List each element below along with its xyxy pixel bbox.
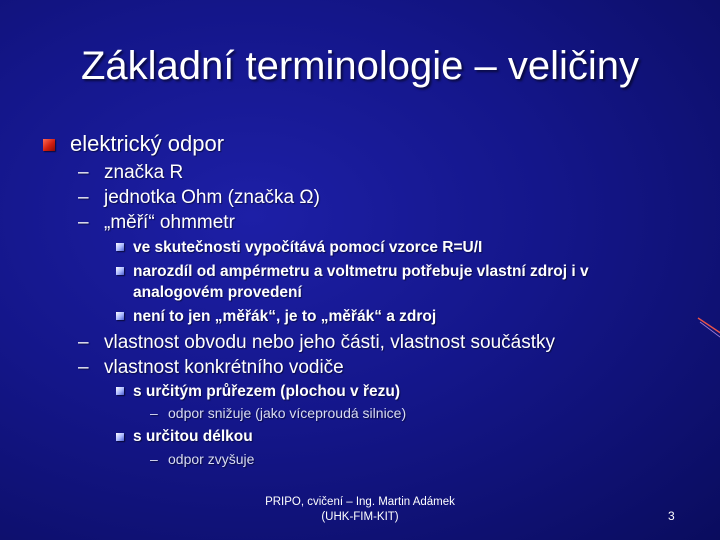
dash-marker: – [78, 187, 89, 208]
item-vlastnost-vodice: vlastnost konkrétního vodiče [104, 357, 344, 378]
page-number: 3 [668, 509, 675, 523]
item-jednotka: jednotka Ohm (značka Ω) [104, 187, 320, 208]
dash-marker: – [150, 451, 158, 467]
sub-delka: s určitou délkou [133, 428, 253, 445]
footer [200, 495, 520, 525]
small-square-bullet-icon [116, 243, 124, 251]
small-square-bullet-icon [116, 387, 124, 395]
item-meri: „měří“ ohmmetr [104, 212, 235, 233]
note-delka: odpor zvyšuje [168, 451, 255, 467]
item-znacka: značka R [104, 162, 184, 183]
red-square-bullet-icon [43, 139, 55, 151]
decorative-swoosh-icon [690, 300, 720, 360]
note-prurez: odpor snižuje (jako víceproudá silnice) [168, 405, 407, 421]
dash-marker: – [78, 357, 89, 378]
sub-prurez: s určitým průřezem (plochou v řezu) [133, 383, 400, 400]
sub-zdroj-line2: analogovém provedení [133, 284, 302, 301]
slide-title: Základní terminologie – veličiny [80, 44, 640, 88]
sub-vzorec: ve skutečnosti vypočítává pomocí vzorce R=U/I [133, 239, 483, 256]
sub-zdroj-line1: narozdíl od ampérmetru a voltmetru potřebuje vlastní zdroj i v [133, 263, 589, 280]
footer-institution: (UHK-FIM-KIT) [321, 511, 399, 523]
bullet-elektricky-odpor: elektrický odpor [70, 131, 225, 156]
item-vlastnost-obvodu: vlastnost obvodu nebo jeho části, vlastnost součástky [104, 332, 555, 353]
dash-marker: – [78, 212, 89, 233]
footer-author: PRIPO, cvičení – Ing. Martin Adámek [265, 496, 455, 508]
dash-marker: – [150, 405, 158, 421]
small-square-bullet-icon [116, 267, 124, 275]
sub-merak: není to jen „měřák“, je to „měřák“ a zdroj [133, 308, 437, 325]
dash-marker: – [78, 332, 89, 353]
small-square-bullet-icon [116, 433, 124, 441]
dash-marker: – [78, 162, 89, 183]
small-square-bullet-icon [116, 312, 124, 320]
